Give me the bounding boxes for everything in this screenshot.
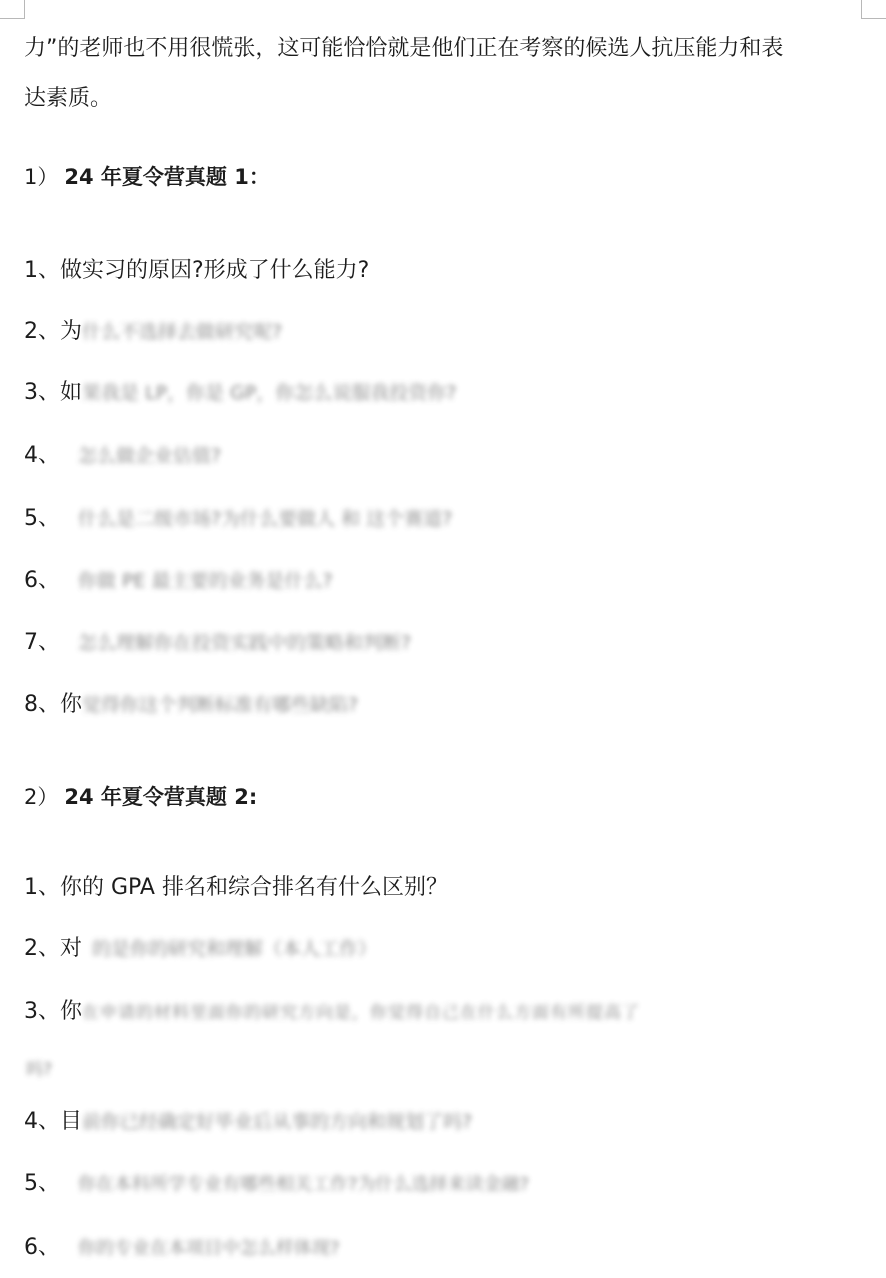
question-number: 5、 (24, 506, 60, 531)
blurred-question-text: 怎么理解你在投资实践中的策略和判断? (78, 632, 412, 654)
question-text: 你 (60, 692, 83, 717)
question-number: 6、 (24, 568, 60, 593)
blurred-question-text: 在申请的材料里面你的研究方向是，你觉得自己在什么方面有所提高了 (82, 1003, 641, 1023)
intro-line-2: 达素质。 (24, 86, 113, 111)
blurred-question-text: 什么是二级市场?为什么要做人 和 这个赛道? (78, 508, 453, 530)
section-title: 24 年夏令营真题 1： (64, 165, 270, 189)
question-number: 1、 (24, 875, 60, 900)
question-item (24, 628, 411, 658)
page-corner-mark-left (0, 0, 25, 19)
blurred-question-text: 你的专业在本项目中怎么样体现? (78, 1238, 340, 1259)
question-number: 5、 (24, 1171, 60, 1196)
question-text: 你的 GPA 排名和综合排名有什么区别？ (60, 875, 448, 900)
question-number: 7、 (24, 630, 60, 655)
question-number: 4、 (24, 443, 60, 468)
section-marker: 2） (24, 785, 59, 809)
blurred-question-text: 的是你的研究和理解（本人工作） (92, 938, 378, 960)
question-item (24, 1107, 472, 1137)
question-item (24, 256, 369, 286)
section-title: 24 年夏令营真题 2: (64, 785, 258, 809)
question-item (24, 566, 333, 596)
intro-line-1: 力”的老师也不用很慌张，这可能恰恰就是他们正在考察的候选人抗压能力和表 (24, 36, 784, 61)
question-number: 4、 (24, 1109, 60, 1134)
blurred-question-text: 觉得你这个判断标准有哪些缺陷? (82, 694, 359, 716)
question-item (24, 1169, 529, 1200)
section-heading-2 (24, 782, 257, 812)
question-number: 3、 (24, 380, 60, 405)
blurred-question-text: 前你已经确定好毕业后从事的方向和规划了吗? (82, 1111, 473, 1133)
question-number: 3、 (24, 999, 60, 1024)
question-item (24, 378, 456, 408)
question-text: 你 (60, 999, 83, 1024)
question-number: 6、 (24, 1235, 60, 1260)
question-text: 做实习的原因?形成了什么能力? (60, 258, 370, 283)
question-item (24, 317, 282, 347)
question-number: 1、 (24, 258, 60, 283)
question-item-continuation (26, 1054, 52, 1085)
blurred-question-text: 怎么做企业估值? (78, 445, 222, 467)
blurred-question-text: 果我是 LP，你是 GP，你怎么说服我投资你? (82, 382, 457, 404)
blurred-question-text: 你在本科所学专业有哪些相关工作?为什么选择来读金融? (78, 1174, 530, 1195)
question-text: 如 (60, 380, 83, 405)
question-item (24, 873, 448, 903)
question-item (24, 441, 221, 471)
question-item (24, 934, 377, 964)
blurred-question-text: 吗? (26, 1060, 53, 1080)
question-text: 对 (60, 936, 83, 961)
section-marker: 1） (24, 165, 59, 189)
question-text: 为 (60, 319, 83, 344)
section-heading-1 (24, 162, 270, 192)
page-corner-mark-right (861, 0, 886, 19)
question-item (24, 504, 452, 534)
question-number: 2、 (24, 319, 60, 344)
blurred-question-text: 你做 PE 最主要的业务是什么? (78, 570, 333, 592)
question-text: 目 (60, 1109, 83, 1134)
question-item (24, 690, 358, 720)
question-number: 8、 (24, 692, 60, 717)
question-item (24, 1233, 340, 1264)
question-number: 2、 (24, 936, 60, 961)
question-item (24, 997, 640, 1028)
blurred-question-text: 什么不选择去做研究呢? (82, 321, 283, 343)
